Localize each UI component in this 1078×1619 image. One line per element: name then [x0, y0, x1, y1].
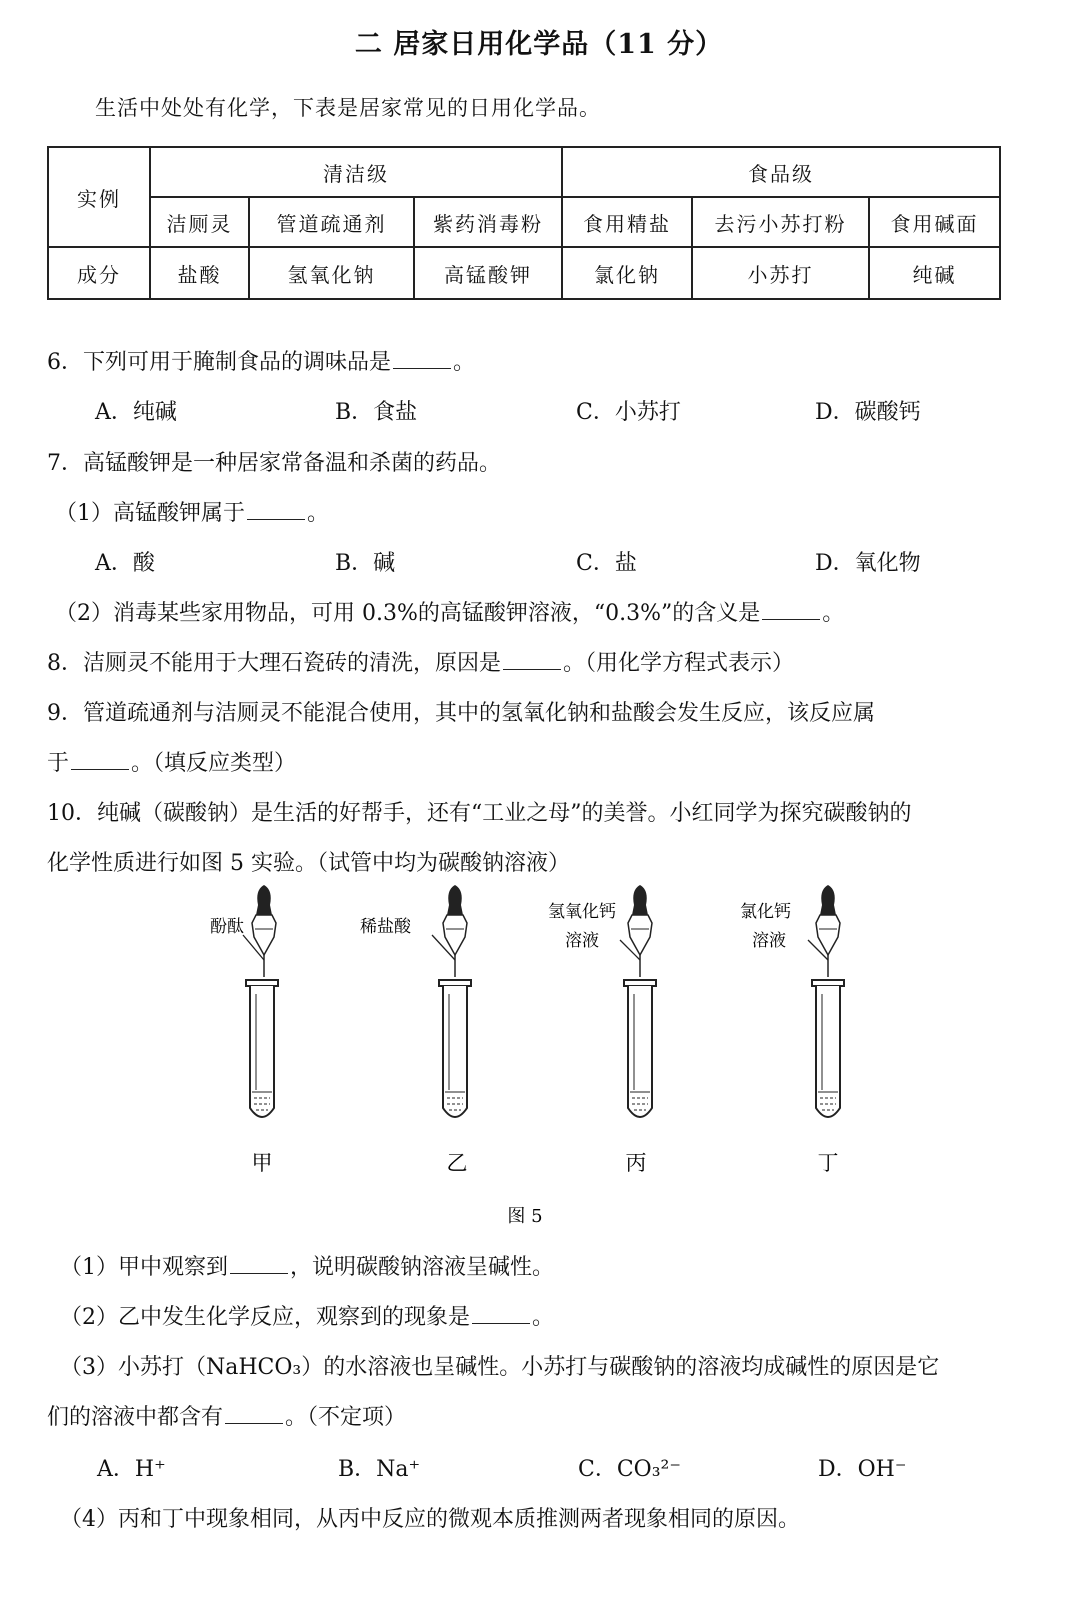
q7-p1-text: （1）高锰酸钾属于 [55, 501, 245, 526]
answer-blank[interactable] [225, 1422, 283, 1424]
test-tube-ding [740, 885, 844, 1175]
group-food: 食品级 [562, 147, 1000, 197]
component-cell: 氢氧化钠 [249, 247, 414, 299]
q7-p2-end: 。 [822, 601, 845, 626]
q10-option-a: A．H⁺ [97, 1457, 166, 1482]
q10-line-2: 化学性质进行如图 5 实验。（试管中均为碳酸钠溶液） [47, 851, 570, 876]
test-tube-yi [360, 885, 471, 1175]
q8-suffix: 。（用化学方程式表示） [563, 651, 795, 676]
q10-line-1: 10．纯碱（碳酸钠）是生活的好帮手，还有“工业之母”的美誉。小红同学为探究碳酸钠的 [47, 801, 912, 826]
example-cell: 去污小苏打粉 [692, 197, 869, 247]
component-cell: 盐酸 [150, 247, 249, 299]
q6-stem: 6．下列可用于腌制食品的调味品是 [47, 350, 391, 375]
q10-p1-text: （1）甲中观察到 [60, 1255, 228, 1280]
example-cell: 洁厕灵 [150, 197, 249, 247]
q8-text: 8．洁厕灵不能用于大理石瓷砖的清洗，原因是 [47, 651, 501, 676]
reagent-label: 稀盐酸 [360, 917, 411, 937]
q10-p2-end: 。 [532, 1305, 555, 1330]
q10-option-c: C．CO₃²⁻ [578, 1457, 681, 1482]
component-cell: 纯碱 [869, 247, 1000, 299]
reagent-label: 溶液 [752, 931, 786, 951]
q10-part-3-line-2 [47, 1400, 406, 1431]
q10-option-b: B．Na⁺ [338, 1457, 421, 1482]
component-cell: 高锰酸钾 [414, 247, 562, 299]
tube-label: 乙 [446, 1151, 468, 1175]
q10-p3-suffix: 。（不定项） [285, 1405, 407, 1430]
q7-p2-text: （2）消毒某些家用物品，可用 0.3%的高锰酸钾溶液，“0.3%”的含义是 [55, 601, 761, 626]
q6-end: 。 [453, 350, 476, 375]
answer-blank[interactable] [472, 1322, 530, 1324]
q10-p3-prefix: 们的溶液中都含有 [47, 1405, 224, 1430]
example-cell: 食用精盐 [562, 197, 692, 247]
q7-option-c: C．盐 [576, 551, 637, 576]
q6-option-c: C．小苏打 [576, 400, 681, 425]
q7-option-a: A．酸 [95, 551, 155, 576]
example-cell: 管道疏通剂 [249, 197, 414, 247]
q7-option-d: D．氧化物 [815, 551, 921, 576]
component-cell: 小苏打 [692, 247, 869, 299]
reagent-label: 氢氧化钙 [548, 902, 616, 922]
test-tube-bing [548, 885, 656, 1175]
q10-part-1 [60, 1250, 554, 1281]
q10-part-3-line-1: （3）小苏打（NaHCO₃）的水溶液也呈碱性。小苏打与碳酸钠的溶液均成碱性的原因是它 [60, 1355, 940, 1380]
row-header-example: 实例 [48, 147, 150, 247]
q9-line-1: 9．管道疏通剂与洁厕灵不能混合使用，其中的氢氧化钠和盐酸会发生反应，该反应属 [47, 701, 875, 726]
q10-option-d: D．OH⁻ [818, 1457, 907, 1482]
q7-option-b: B．碱 [335, 551, 396, 576]
group-cleaning: 清洁级 [150, 147, 562, 197]
q10-p2-text: （2）乙中发生化学反应，观察到的现象是 [60, 1305, 470, 1330]
q7-p1-end: 。 [307, 501, 330, 526]
q10-p1-suffix: ，说明碳酸钠溶液呈碱性。 [290, 1255, 555, 1280]
figure-caption: 图 5 [507, 1206, 543, 1227]
intro-text: 生活中处处有化学，下表是居家常见的日用化学品。 [95, 96, 601, 120]
tube-label: 丁 [817, 1151, 839, 1175]
tube-label: 甲 [251, 1151, 273, 1175]
tube-label: 丙 [625, 1151, 647, 1175]
section-title: 二 居家日用化学品（11 分） [354, 29, 724, 60]
q9-line2-suffix: 。（填反应类型） [131, 751, 297, 776]
q9-line2-prefix: 于 [47, 751, 70, 776]
q6-option-b: B．食盐 [335, 400, 418, 425]
reagent-label: 氯化钙 [740, 902, 791, 922]
row-header-component: 成分 [48, 247, 150, 299]
q6-option-d: D．碳酸钙 [815, 400, 921, 425]
q7-stem: 7．高锰酸钾是一种居家常备温和杀菌的药品。 [47, 451, 501, 476]
example-cell: 食用碱面 [869, 197, 1000, 247]
reagent-label: 溶液 [565, 931, 599, 951]
q10-part-4: （4）丙和丁中现象相同，从丙中反应的微观本质推测两者现象相同的原因。 [60, 1507, 800, 1532]
q6-option-a: A．纯碱 [95, 400, 177, 425]
q10-part-2 [60, 1300, 554, 1331]
answer-blank[interactable] [230, 1272, 288, 1274]
component-cell: 氯化钠 [562, 247, 692, 299]
example-cell: 紫药消毒粉 [414, 197, 562, 247]
reagent-label: 酚酞 [210, 917, 244, 937]
test-tube-jia [210, 885, 278, 1175]
